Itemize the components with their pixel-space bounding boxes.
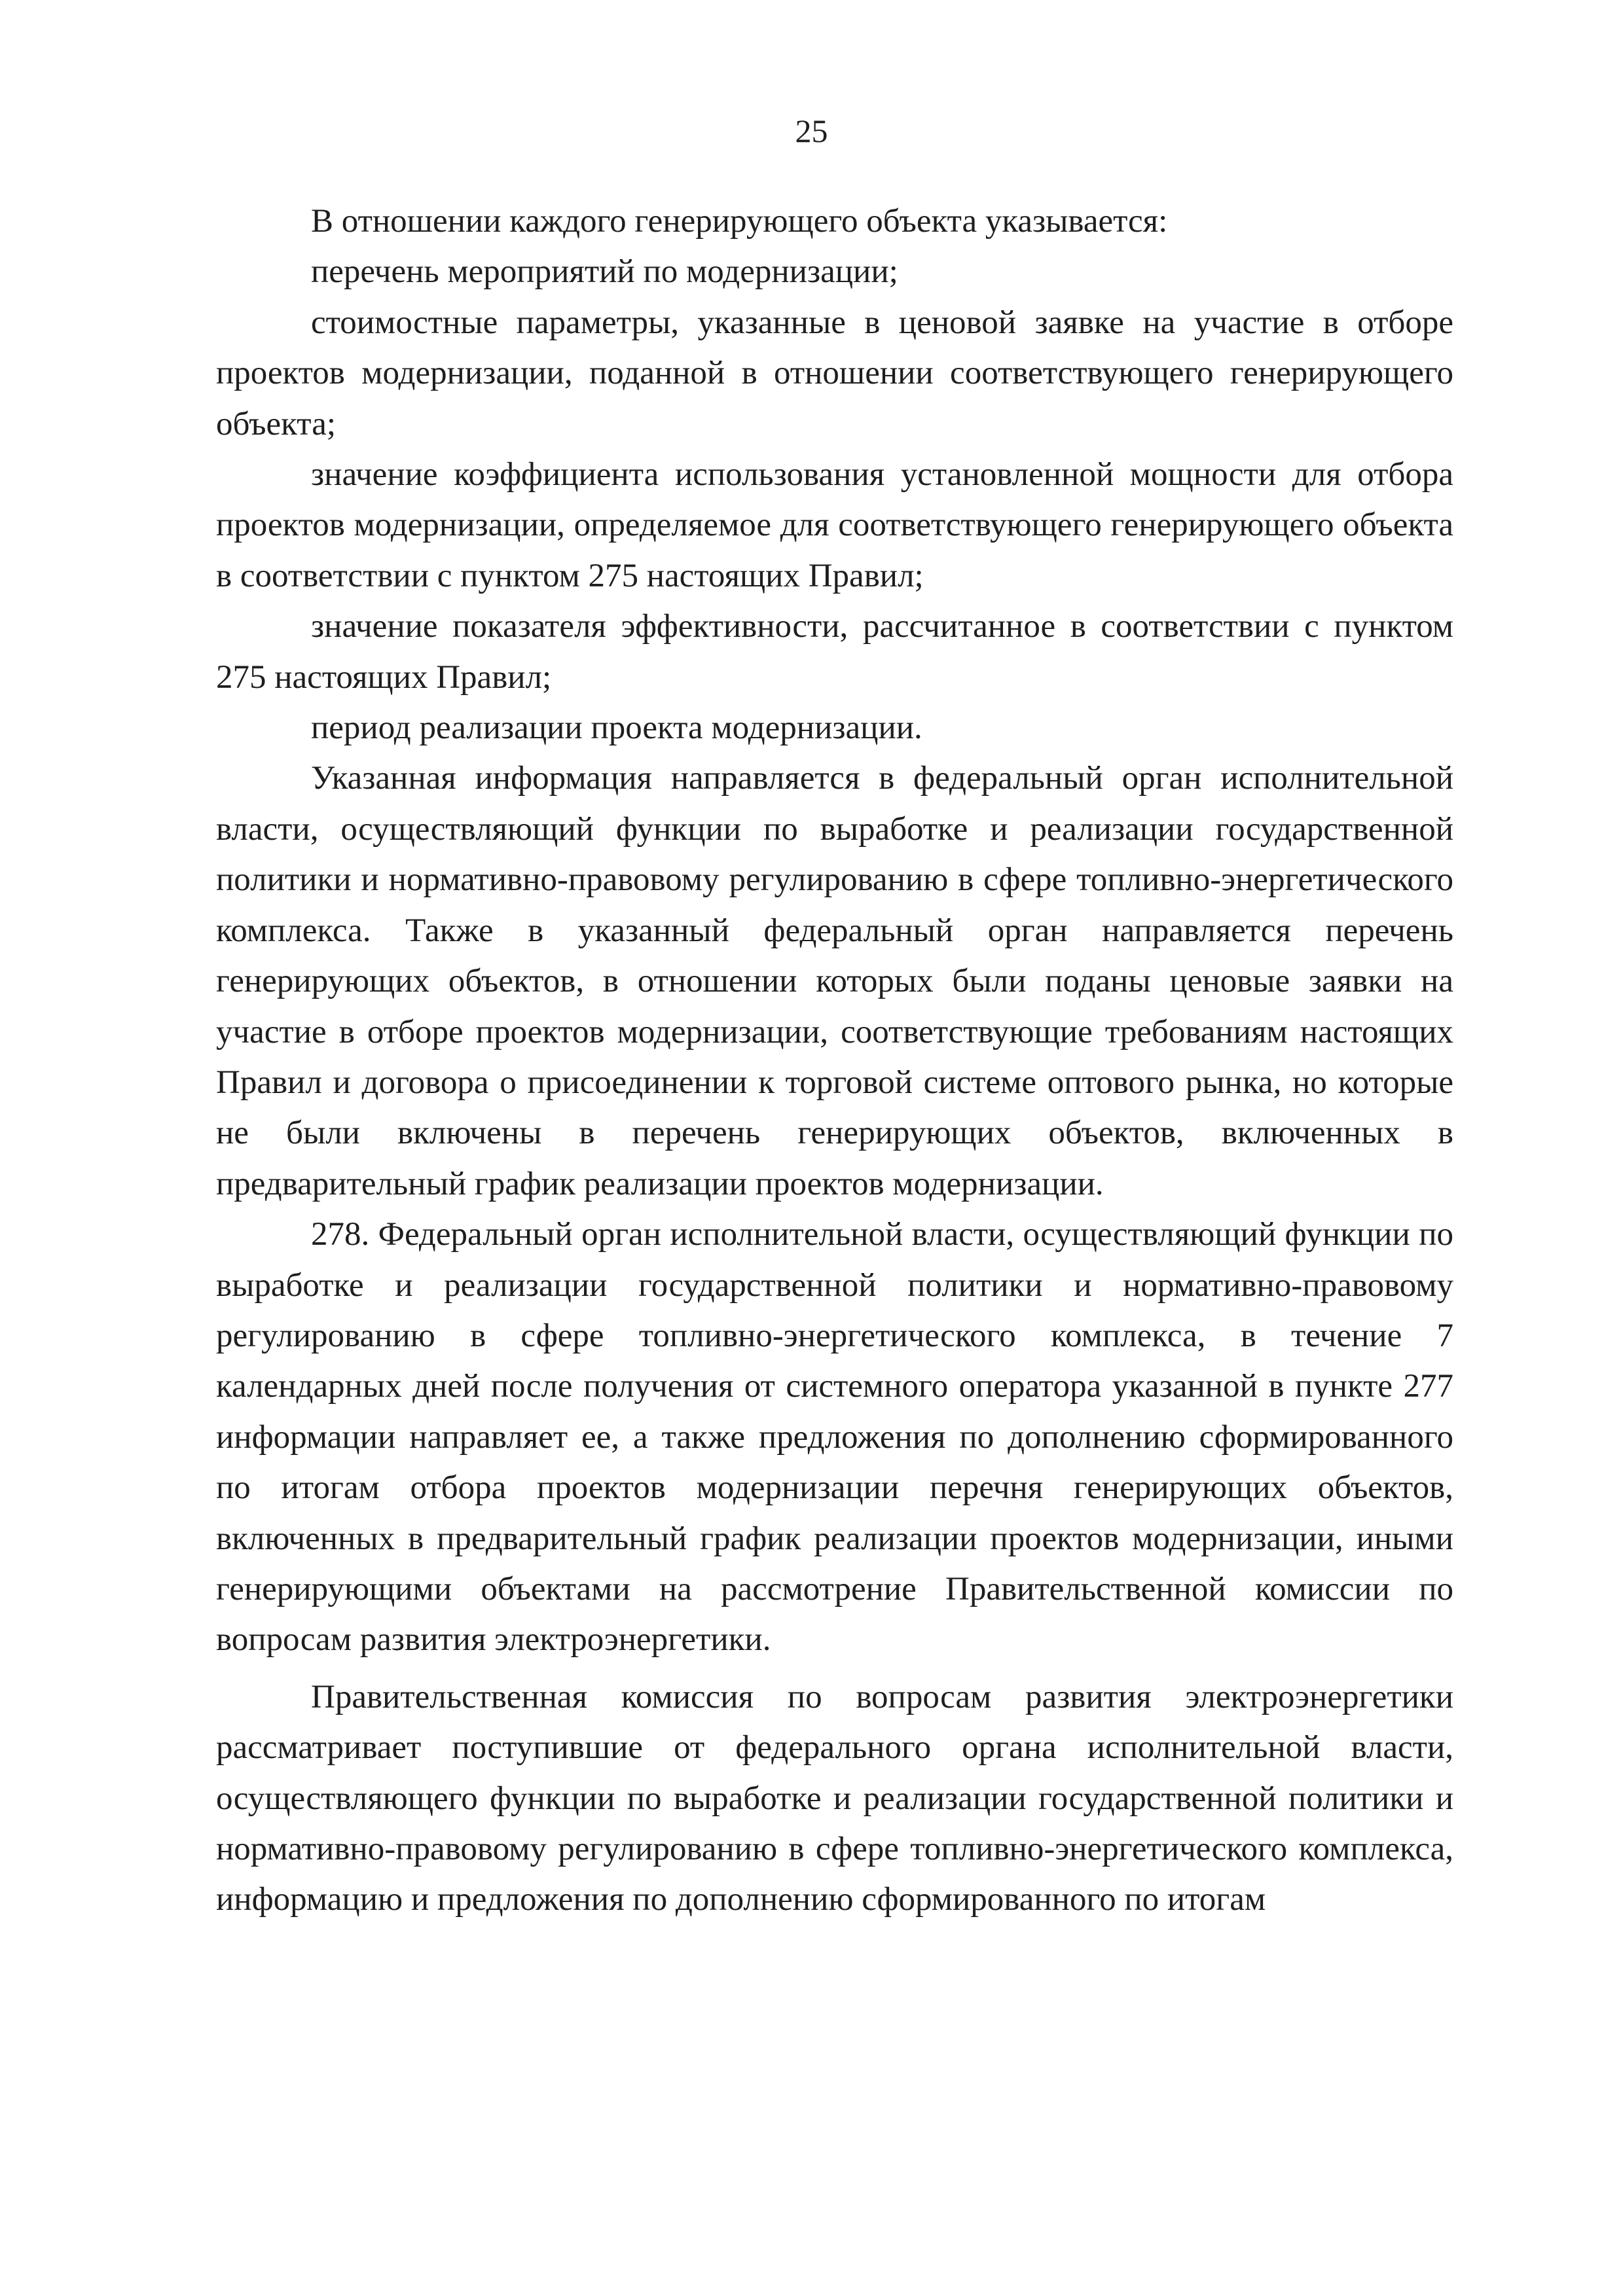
- paragraph-list-item: стоимостные параметры, указанные в ценовой заявке на участие в отборе проектов модернизации, поданной в отношении соответствующего генерирующего объекта;: [216, 304, 1453, 442]
- paragraph-clause-278: 278. Федеральный орган исполнительной власти, осуществляющий функции по выработке и реализации государственной политики и нормативно-правовому регулированию в сфере топливно-энергетического комплекса, в течение 7 календарных дней после получения от системного оператора указанной в пункте 277 информации направляет ее, а также предложения по дополнению сформированного по итогам отбора проектов модернизации перечня генерирующих объектов, включенных в предварительный график реализации проектов модернизации, иными генерирующими объектами на рассмотрение Правительственной комиссии по вопросам развития электроэнергетики.: [216, 1216, 1453, 1659]
- paragraph-list-item: перечень мероприятий по модернизации;: [311, 253, 898, 291]
- paragraph-list-item: период реализации проекта модернизации.: [311, 709, 922, 747]
- document-body: [216, 196, 1453, 1926]
- paragraph-intro: В отношении каждого генерирующего объекта указывается:: [311, 203, 1168, 240]
- paragraph-list-item: значение показателя эффективности, рассчитанное в соответствии с пунктом 275 настоящих Правил;: [216, 608, 1453, 696]
- paragraph-information-sent: Указанная информация направляется в федеральный орган исполнительной власти, осуществляющий функции по выработке и реализации государственной политики и нормативно-правовому регулированию в сфере топливно-энергетического комплекса. Также в указанный федеральный орган направляется перечень генерирующих объектов, в отношении которых были поданы ценовые заявки на участие в отборе проектов модернизации, соответствующие требованиям настоящих Правил и договора о присоединении к торговой системе оптового рынка, но которые не были включены в перечень генерирующих объектов, включенных в предварительный график реализации проектов модернизации.: [216, 760, 1453, 1202]
- paragraph-list-item: значение коэффициента использования установленной мощности для отбора проектов модернизации, определяемое для соответствующего генерирующего объекта в соответствии с пунктом 275 настоящих Правил;: [216, 456, 1453, 594]
- page-number: 25: [795, 113, 828, 149]
- paragraph-government-commission: Правительственная комиссия по вопросам развития электроэнергетики рассматривает поступившие от федерального органа исполнительной власти, осуществляющего функции по выработке и реализации государственной политики и нормативно-правовому регулированию в сфере топливно-энергетического комплекса, информацию и предложения по дополнению сформированного по итогам: [216, 1678, 1453, 1918]
